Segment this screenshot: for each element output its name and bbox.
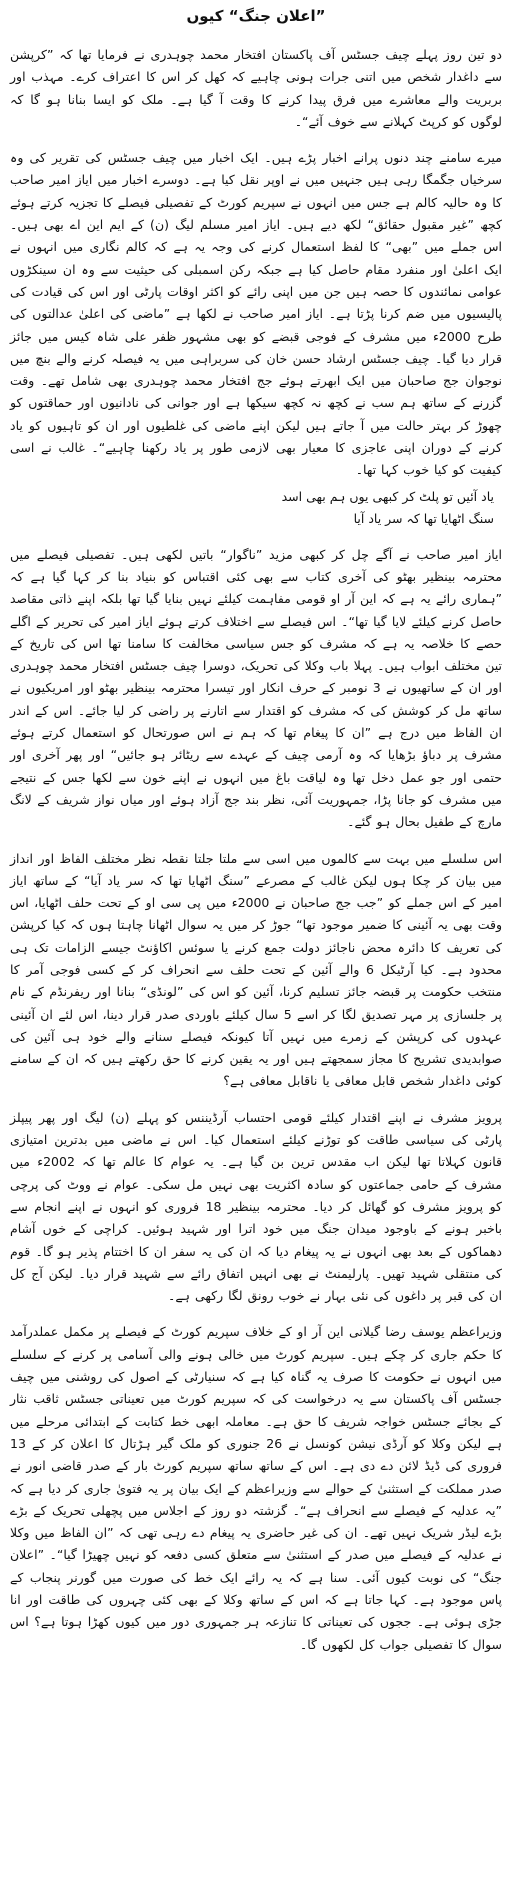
verse-line-2: سنگ اٹھایا تھا کہ سر یاد آیا [353,510,494,526]
article-headline: ”اعلان جنگ“ کیوں [186,7,326,25]
paragraph-3: ایاز امیر صاحب نے آگے چل کر کبھی مزید ”ناگوار“ باتیں لکھی ہیں۔ تفصیلی فیصلے میں محترمہ بینظیر بھٹو کی آخری کتاب سے بھی کئی اقتباس کو بنیاد بنا کر کہا گیا ہے کہ ”ہماری رائے یہ ہے کہ این آر او قومی مفاہمت کیلئے نہیں بنایا گیا تھا بلکہ اپنے ذاتی مقاصد حاصل کرنے کیلئے لایا گیا تھا“۔ اس فیصلے سے اختلاف کرتے ہوئے ایاز امیر کی تحریر کے اگلے حصے کا خلاصہ یہ ہے کہ مشرف کو جس سیاسی مخالفت کا سامنا تھا اس کی تاریخ کے تین مختلف ابواب ہیں۔ پہلا باب وکلا کی تحریک، دوسرا چیف جسٹس افتخار محمد چوہدری اور ان کے ساتھیوں نے 3 نومبر کے حرف انکار اور تیسرا محترمہ بینظیر بھٹو اور امریکیوں نے ساتھ مل کر کوشش کی کہ مشرف کو اقتدار سے اتارنے پر راضی کر لیا جائے۔ اس کے اندر ان الفاظ میں درج ہے ”ان کا پیغام تھا کہ ہم نے اس صورتحال کو استعمال کرتے ہوئے مشرف پر دباؤ بڑھایا کہ وہ آرمی چیف کے عہدے سے ریٹائر ہو جائیں“ اور پھر آخری اور حتمی اور جو عمل دخل تھا وہ لیاقت باغ میں انہوں نے اپنے خون سے لکھا جس کے نتیجے میں مشرف کو جانا پڑا، جمہوریت آئی، نظر بند جج آزاد ہوئے اور میاں نواز شریف کے لانگ مارچ کے طفیل بحال ہو گئے۔ [10,546,502,830]
paragraph-1: دو تین روز پہلے چیف جسٹس آف پاکستان افتخار محمد چوہدری نے فرمایا تھا کہ ”کرپشن سے داغدار شخص میں اتنی جرات ہونی چاہیے کہ کھل کر اس کا اعتراف کرے۔ مہذب اور بربریت والے معاشرے میں فرق پیدا کرنے کا وقت آ گیا ہے۔ ملک کو ایسا بنانا ہو گا کہ لوگوں کو کرپٹ کہلانے سے خوف آئے“۔ [10,47,502,129]
paragraph-5: پرویز مشرف نے اپنے اقتدار کیلئے قومی احتساب آرڈیننس کو پہلے (ن) لیگ اور پھر پیپلز پارٹی کی سیاسی طاقت کو توڑنے کیلئے استعمال کیا۔ اس نے ماضی میں بدترین امتیازی قانون کہلاتا تھا لیکن اب مقدس ترین بن گیا ہے۔ یہ عوام کا عالم تھا کہ 2002ء میں مشرف کے حامی جماعتوں کو سادہ اکثریت بھی نہیں مل سکی۔ عوام نے ووٹ کی پرچی کو پرویز مشرف کو گھائل کر دیا۔ محترمہ بینظیر 18 فروری کو انہوں نے اپنے انجام سے باخبر ہونے کے باوجود میدان جنگ میں خود اترا اور شہید ہوئیں۔ کراچی کے خوں آشام دھماکوں کے بعد بھی انہوں نے یہ پیغام دیا کہ ان کی یہ سفر ان کا اختتام پذیر ہو گا۔ قوم کی منتقلی شہید تھیں۔ پارلیمنٹ نے بھی انہیں اتفاق رائے سے شہید قرار دیا۔ لیکن آج کل ان کی قبر پر داغوں کی نئی بہار نے خوب رونق لگا رکھی ہے۔ [10,1109,503,1304]
paragraph-4: اس سلسلے میں بہت سے کالموں میں اسی سے ملتا جلتا نقطہ نظر مختلف الفاظ اور انداز میں بیان کر چکا ہوں لیکن غالب کے مصرعے ”سنگ اٹھایا تھا کہ سر یاد آیا“ کے ساتھ ایاز امیر کے اس جملے کو ”جب جج صاحبان نے 2000ء میں پی سی او کے تحت حلف اٹھایا، اس وقت بھی یہ آئینی کا ضمیر موجود تھا“ جوڑ کر میں یہ سوال اٹھانا چاہتا ہوں کہ کیا کرپشن کی تعریف کا دائرہ محض ناجائز دولت جمع کرنے یا سوئس اکاؤنٹ جیسے الزامات تک ہی محدود ہے۔ کیا آرٹیکل 6 والے آئین کے تحت حلف سے انحراف کر کے کسی فوجی آمر کا منتخب حکومت پر قبضہ جائز تسلیم کرنا، آئین کو اس کی ”لونڈی“ بنانا اور ریفرنڈم کے نام پر جلسازی پر مہر تصدیق لگا کر اسے 5 سال کیلئے باوردی صدر قرار دینا، اس لئے ان آئینی عہدوں کی کرپشن کے زمرے میں نہیں آتا کیونکہ فیصلے سنانے والے خود ہی آئین کی صوابدیدی تشریح کا مجاز سمجھتے ہیں اور یہ یقین کرنے کا حق رکھتے ہیں کہ ان کے سامنے کوئی داغدار شخص قابل معافی یا ناقابل معافی ہے؟ [10,850,502,1089]
paragraph-2: میرے سامنے چند دنوں پرانے اخبار پڑے ہیں۔ ایک اخبار میں چیف جسٹس کی تقریر کی وہ سرخیاں جگمگا رہی ہیں جنہیں میں نے اوپر نقل کیا ہے۔ دوسرے اخبار میں ایاز امیر صاحب کا وہ حالیہ کالم ہے جس میں انہوں نے سپریم کورٹ کے تفصیلی فیصلے کا تجزیہ کرتے ہوئے کچھ ”غیر مقبول حقائق“ لکھ دیے ہیں۔ ایاز امیر مسلم لیگ (ن) کے ایم این اے بھی ہیں۔ اس جملے میں ”بھی“ کا لفظ استعمال کرنے کی وجہ یہ ہے کہ کالم نگاری میں انہوں نے ایک اعلیٰ اور منفرد مقام حاصل کیا ہے جبکہ رکن اسمبلی کی حیثیت سے وہ ان سینکڑوں عوامی نمائندوں کا حصہ ہیں جن میں اپنی رائے کو اکثر اوقات پارٹی اور اس کی قیادت کی پالیسیوں میں ضم کرنا پڑتا ہے۔ ایاز امیر صاحب نے لکھا ہے ”ماضی کی اعلیٰ عدالتوں کی طرح 2000ء میں مشرف کے فوجی قبضے کو بھی مشہور ظفر علی شاہ کیس میں جائز قرار دیا گیا۔ چیف جسٹس ارشاد حسن خان کی سربراہی میں یہ فیصلہ کرنے والے بنچ میں نوجوان جج صاحبان میں ایک ابھرتے ہوئے جج افتخار محمد چوہدری بھی شامل تھے۔ وقت گزرنے کے ساتھ ہم سب نے کچھ نہ کچھ سیکھا ہے اور جوانی کی نادانیوں اور حماقتوں کو چھوڑ کر بہتر حالت میں آ جاتے ہیں لیکن اپنے ماضی کی غلطیوں اور ان کو تاہیوں کو یاد کرنے کے دوران اپنی عاجزی کا معیار بھی لازمی طور پر یاد رکھنا چاہیے“۔ غالب نے اسی کیفیت کو کیا خوب کہا تھا۔ [10,150,502,478]
verse-block [10,486,502,530]
paragraph-6: وزیراعظم یوسف رضا گیلانی این آر او کے خلاف سپریم کورٹ کے فیصلے پر مکمل عملدرآمد کا حکم جاری کر چکے ہیں۔ سپریم کورٹ میں خالی ہونے والی آسامی پر کرنے کے سلسلے میں انہوں نے حکومت کا صرف یہ گناہ کیا ہے کہ سنیارٹی کے اصول کی روشنی میں چیف جسٹس آف پاکستان سے یہ درخواست کی کہ سپریم کورٹ میں تعیناتی جسٹس ثاقب نثار کے بجائے جسٹس خواجہ شریف کا حق ہے۔ معاملہ ابھی خط کتابت کے ابتدائی مرحلے میں ہے لیکن وکلا کو آرڈی نیشن کونسل نے 26 جنوری کو ملک گیر ہڑتال کا اعلان کر کے 13 فروری کی ڈیڈ لائن دے دی ہے۔ اس کے ساتھ ساتھ سپریم کورٹ بار کے صدر قاضی انور نے صدر مملکت کے استثنیٰ کے حوالے سے وزیراعظم کے ایک بیان پر یہ فتویٰ جاری کر دیا ہے کہ ”یہ عدلیہ کے فیصلے سے انحراف ہے“۔ گزشتہ دو روز کے اجلاس میں پچھلی تحریک کے بڑے بڑے لیڈر شریک نہیں تھے۔ ان کی غیر حاضری یہ پیغام دے رہی تھی کہ ”ان الفاظ میں وکلا نے عدلیہ کے فیصلے میں صدر کے استثنیٰ سے متعلق کسی دفعہ کو نہیں چھیڑا گیا“۔ ”اعلان جنگ“ کی نوبت کیوں آئی۔ سنا ہے کہ یہ رائے ایک خط کی صورت میں گورنر پنجاب کے پاس موجود ہے۔ کہا جاتا ہے کہ اس کے ساتھ وکلا کے بھی کئی چہروں کی طاقت اور انا جڑی ہوئی ہے۔ ججوں کی تعیناتی کا تنازعہ ہر جمہوری دور میں کیوں کھڑا ہوتا ہے؟ اس سوال کا تفصیلی جواب کل لکھوں گا۔ [10,1324,503,1652]
verse-line-1: یاد آئیں تو پلٹ کر کبھی یوں ہم بھی اسد [281,488,494,504]
article-column [10,0,502,1877]
